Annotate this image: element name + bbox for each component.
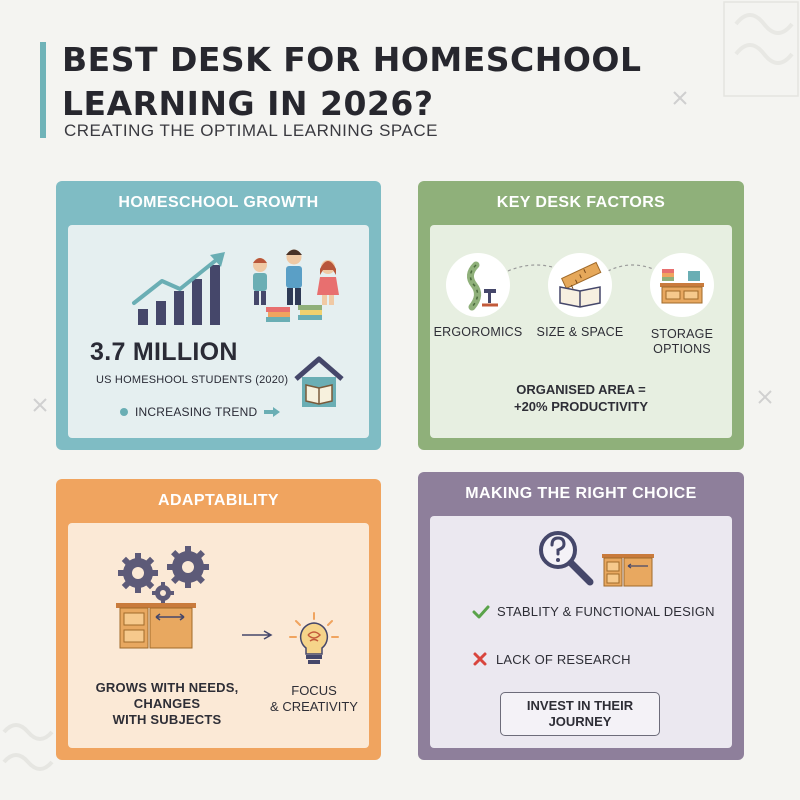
size-space-icon: [548, 253, 612, 317]
corner-pattern-decoration: [722, 0, 800, 98]
positive-point-text: STABLITY & FUNCTIONAL DESIGN: [497, 604, 715, 619]
ergonomics-icon: [446, 253, 510, 317]
title-accent-bar: [40, 42, 46, 138]
title-line-1: BEST DESK FOR HOMESCHOOL: [62, 40, 642, 79]
productivity-note: ORGANISED AREA = +20% PRODUCTIVITY: [513, 382, 648, 414]
right-choice-card: [418, 472, 744, 760]
homeschool-growth-card: [56, 181, 381, 450]
negative-point-text: LACK OF RESEARCH: [496, 651, 631, 667]
factor-label-ergonomics: ERGOROMICS: [433, 325, 523, 339]
page-title: [62, 38, 642, 126]
gears-desk-icon: [108, 545, 228, 649]
card-panel: [430, 516, 732, 748]
student-count-label: US HOMESHOOL STUDENTS (2020): [96, 374, 289, 386]
arrow-right-icon: [240, 629, 274, 641]
card-panel: [430, 225, 732, 438]
check-icon: [472, 605, 490, 619]
desk-icon: [600, 552, 656, 588]
house-book-icon: [292, 355, 346, 411]
negative-point: [472, 651, 631, 667]
card-heading: ADAPTABILITY: [158, 492, 279, 509]
lightbulb-icon: [286, 611, 342, 669]
title-line-2: LEARNING IN 2026?: [62, 84, 434, 123]
card-heading: HOMESCHOOL GROWTH: [118, 194, 319, 211]
page-subtitle: CREATING THE OPTIMAL LEARNING SPACE: [64, 121, 438, 140]
magnifier-question-icon: [534, 526, 598, 588]
card-heading: KEY DESK FACTORS: [496, 194, 666, 211]
adaptability-card: [56, 479, 381, 760]
cross-decoration-icon: [672, 90, 688, 106]
card-panel: [68, 225, 369, 438]
trend-indicator: [120, 405, 281, 419]
students-icon: [244, 245, 348, 327]
grows-with-needs-text: GROWS WITH NEEDS, CHANGES WITH SUBJECTS: [95, 680, 239, 727]
factor-label-storage: STORAGE OPTIONS: [650, 327, 714, 356]
factor-label-size-space: SIZE & SPACE: [536, 325, 624, 339]
cross-icon: [472, 651, 488, 667]
arrow-right-icon: [263, 406, 281, 418]
cross-decoration-icon: [32, 397, 48, 413]
card-heading: MAKING THE RIGHT CHOICE: [465, 485, 697, 502]
student-count-value: 3.7 MILLION: [90, 338, 238, 366]
storage-options-icon: [650, 253, 714, 317]
cross-decoration-icon: [757, 389, 773, 405]
focus-creativity-text: FOCUS & CREATIVITY: [270, 683, 358, 714]
growth-bar-chart-icon: [128, 245, 238, 329]
card-panel: [68, 523, 369, 748]
trend-label: INCREASING TREND: [135, 405, 258, 419]
corner-pattern-decoration: [0, 712, 54, 800]
trend-dot-icon: [120, 408, 128, 416]
key-desk-factors-card: [418, 181, 744, 450]
positive-point: [472, 604, 715, 619]
invest-journey-button[interactable]: INVEST IN THEIR JOURNEY: [500, 692, 660, 736]
